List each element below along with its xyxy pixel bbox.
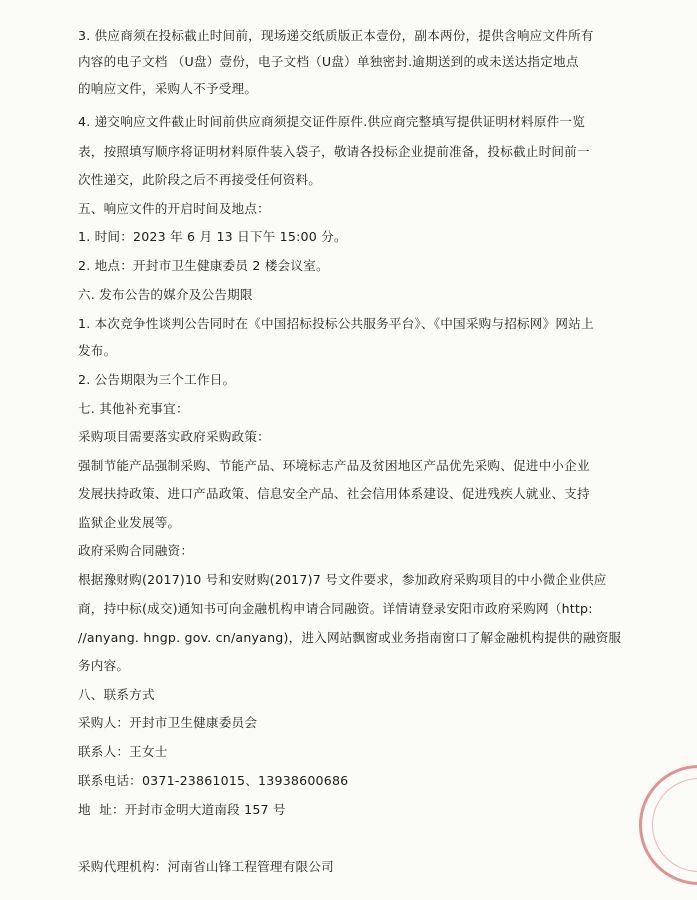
paragraph-line: 4. 递交响应文件截止时间前供应商须提交证件原件.供应商完整填写提供证明材料原件一览 [78, 114, 585, 129]
paragraph-line: 发展扶持政策、进口产品政策、信息安全产品、社会信用体系建设、促进残疾人就业、支持 [78, 486, 590, 501]
contact-line: 联系人：王女士 [78, 744, 168, 759]
paragraph-line: 政府采购合同融资： [78, 543, 194, 558]
paragraph-line: 内容的电子文档 （U盘）壹份，电子文档（U盘）单独密封.逾期送到的或未送达指定地点 [78, 54, 579, 69]
paragraph-line: 发布。 [78, 343, 117, 358]
paragraph-line: 监狱企业发展等。 [78, 515, 181, 530]
paragraph-line: 次性递交，此阶段之后不再接受任何资料。 [78, 172, 322, 187]
paragraph-line: 采购项目需要落实政府采购政策： [78, 429, 270, 444]
paragraph-line: 1. 时间：2023 年 6 月 13 日下午 15:00 分。 [78, 229, 347, 244]
paragraph-line: //anyang. hngp. gov. cn/anyang)，进入网站飘窗或业务指南窗口了解金融机构提供的融资服 [78, 630, 622, 645]
seal-inner-ring [652, 778, 697, 872]
red-seal-stamp [639, 765, 697, 885]
paragraph-line: 1. 本次竞争性谈判公告同时在《中国招标投标公共服务平台》、《中国采购与招标网》网站上 [78, 316, 594, 331]
paragraph-line: 务内容。 [78, 658, 130, 673]
contact-line: 采购人：开封市卫生健康委员会 [78, 715, 258, 730]
section-heading: 八、联系方式 [78, 687, 155, 702]
section-heading: 六. 发布公告的媒介及公告期限 [78, 287, 253, 302]
paragraph-line: 2. 地点：开封市卫生健康委员 2 楼会议室。 [78, 258, 329, 273]
section-heading: 七. 其他补充事宜： [78, 401, 189, 416]
paragraph-line: 的响应文件，采购人不予受理。 [78, 81, 258, 96]
contact-line: 地 址：开封市金明大道南段 157 号 [78, 802, 286, 817]
paragraph-line: 强制节能产品强制采购、节能产品、环境标志产品及贫困地区产品优先采购、促进中小企业 [78, 458, 590, 473]
agency-line: 采购代理机构：河南省山锋工程管理有限公司 [78, 859, 334, 874]
contact-line: 联系电话：0371-23861015、13938600686 [78, 773, 349, 788]
paragraph-line: 2. 公告期限为三个工作日。 [78, 372, 236, 387]
section-heading: 五、响应文件的开启时间及地点： [78, 201, 270, 216]
paragraph-line: 商，持中标(成交)通知书可向金融机构申请合同融资。详情请登录安阳市政府采购网（http: [78, 601, 593, 616]
paragraph-line: 表，按照填写顺序将证明材料原件装入袋子，敬请各投标企业提前准备，投标截止时间前一 [78, 144, 590, 159]
paragraph-line: 根据豫财购(2017)10 号和安财购(2017)7 号文件要求，参加政府采购项目的中小微企业供应 [78, 572, 607, 587]
paragraph-line: 3. 供应商须在投标截止时间前，现场递交纸质版正本壹份，副本两份，提供含响应文件所有 [78, 28, 594, 43]
